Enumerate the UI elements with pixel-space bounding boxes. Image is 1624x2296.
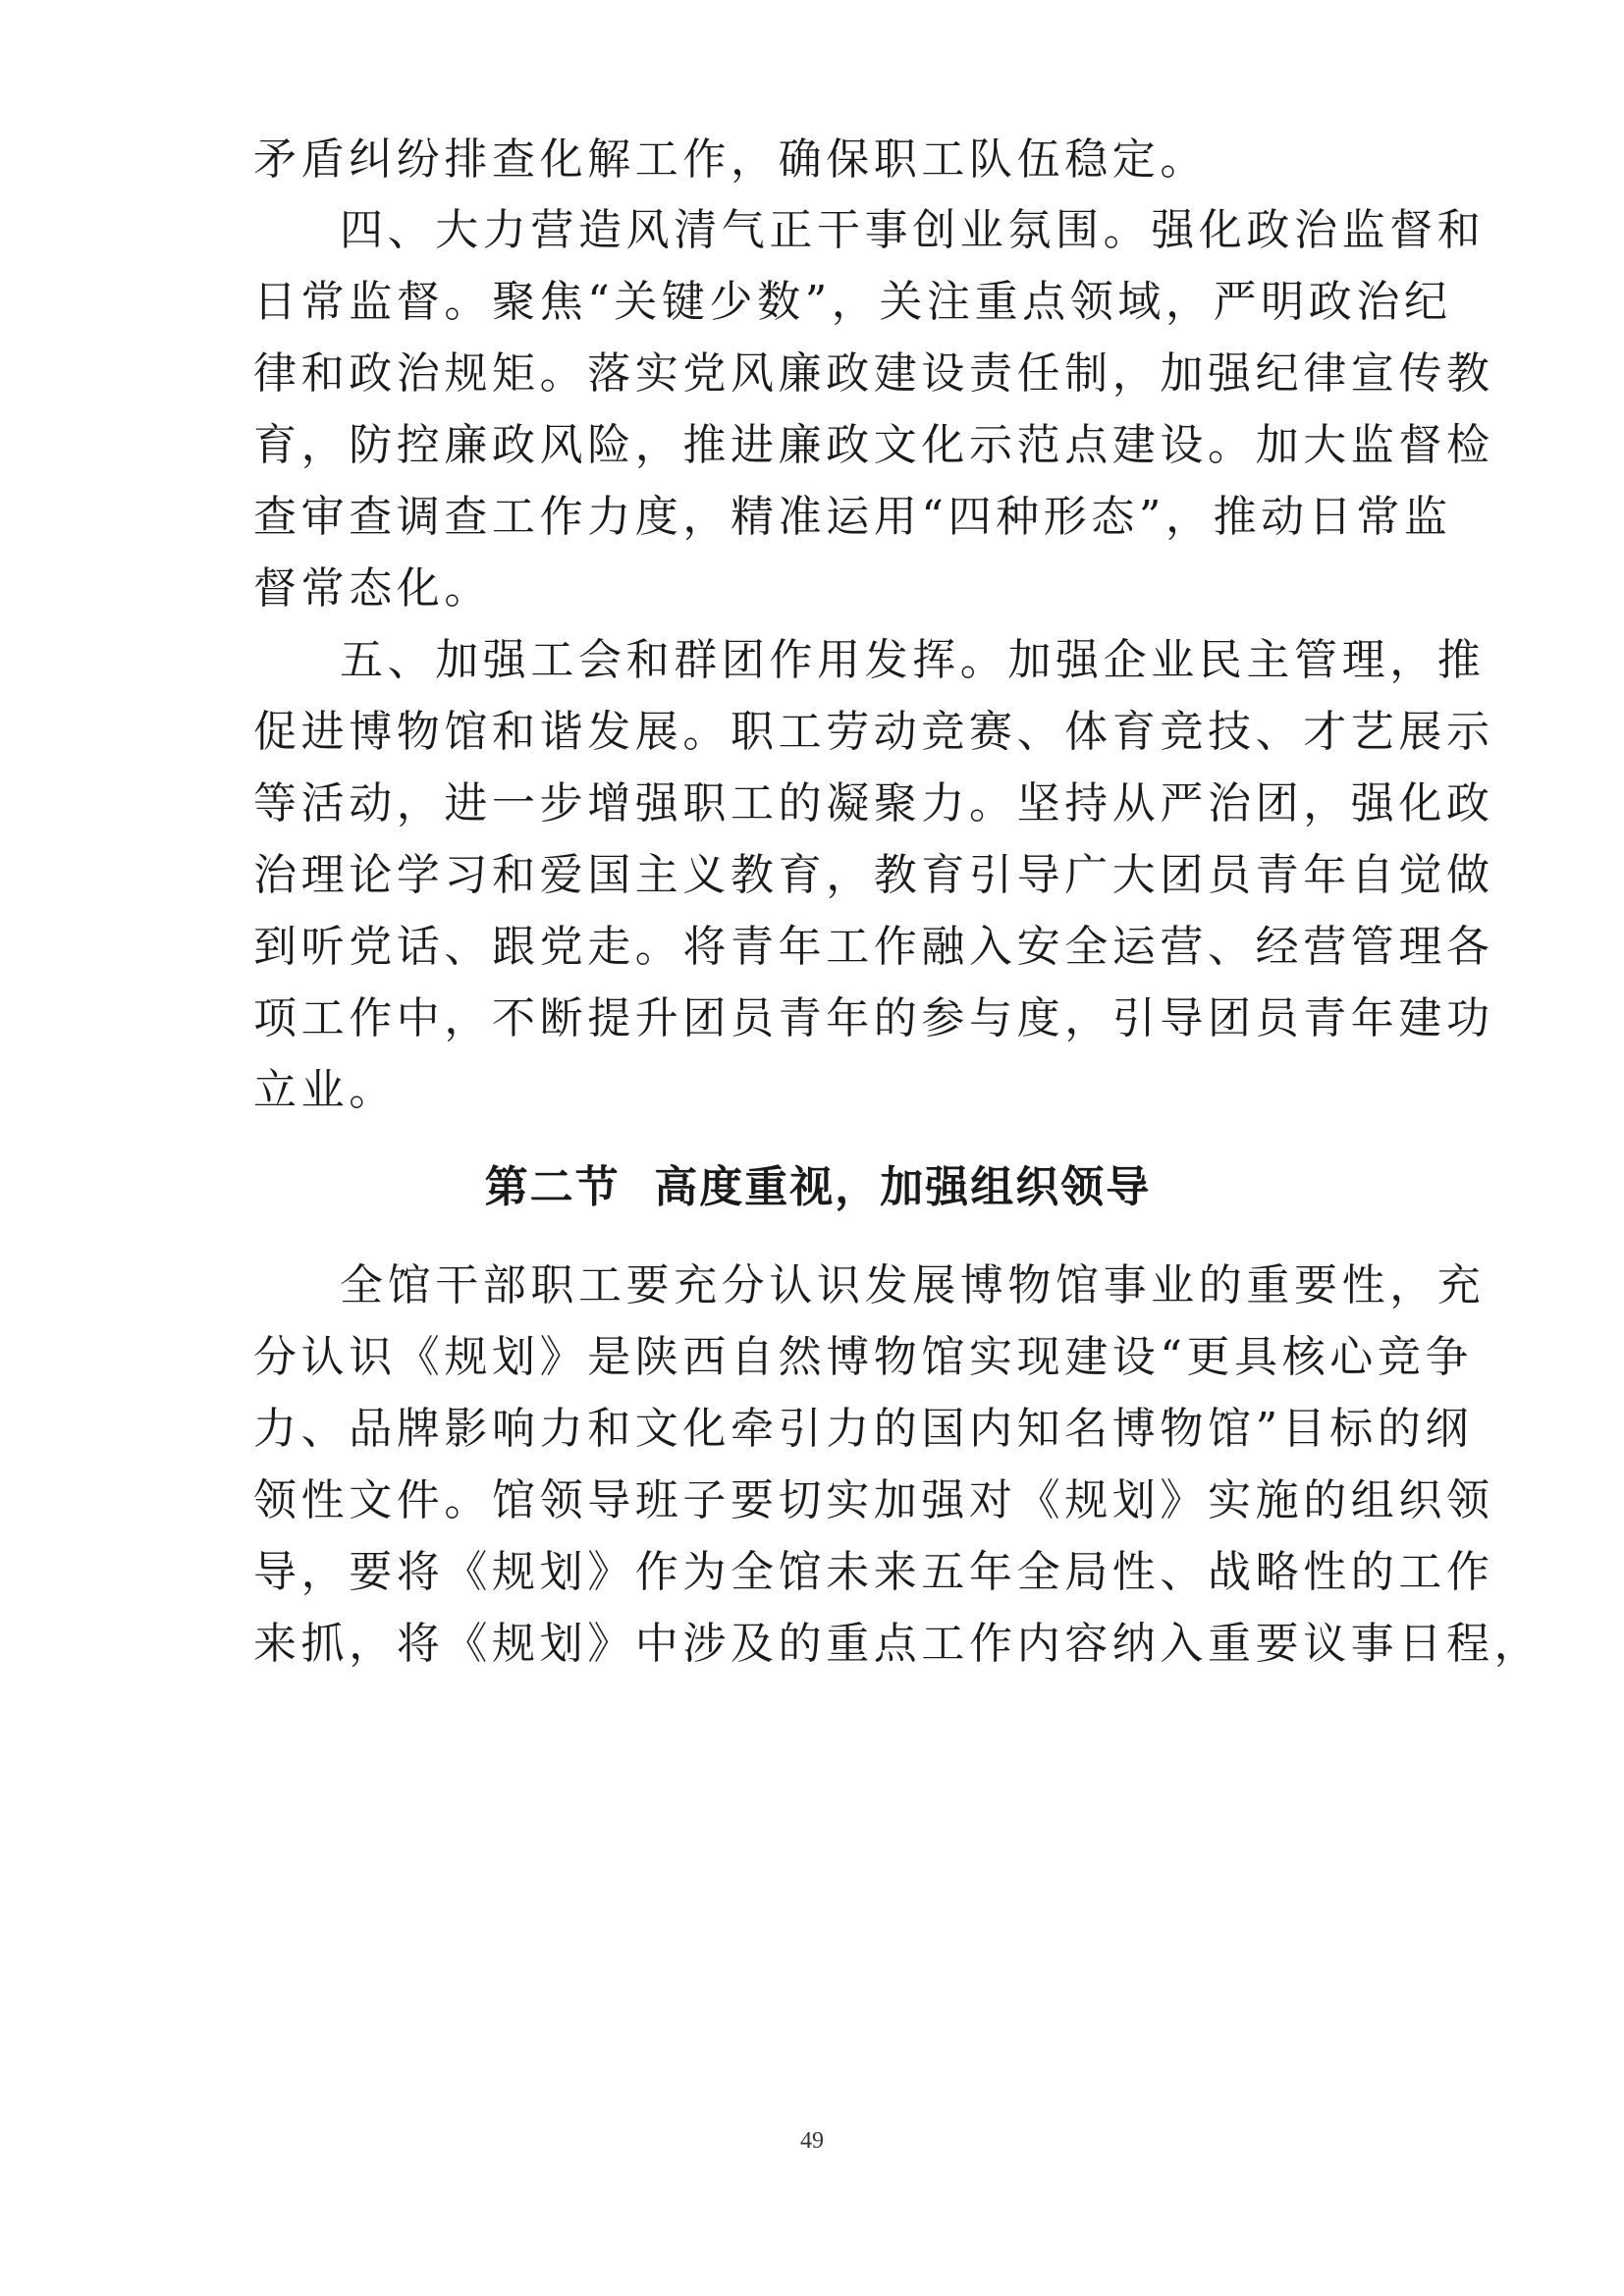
paragraph-4-line-3: 力、品牌影响力和文化牵引力的国内知名博物馆”目标的纲: [253, 1404, 1474, 1454]
paragraph-4-line-6: 来抓，将《规划》中涉及的重点工作内容纳入重要议事日程，: [253, 1619, 1543, 1669]
paragraph-4-line-5: 导，要将《规划》作为全馆未来五年全局性、战略性的工作: [253, 1547, 1494, 1597]
paragraph-2-line-5: 查审查调查工作力度，精准运用“四种形态”，推动日常监: [253, 492, 1452, 542]
paragraph-2-line-2: 日常监督。聚焦“关键少数”，关注重点领域，严明政治纪: [253, 277, 1452, 327]
page-number: 49: [800, 2128, 824, 2154]
paragraph-2-line-6: 督常态化。: [253, 563, 492, 614]
paragraph-3-line-6: 项工作中，不断提升团员青年的参与度，引导团员青年建功: [253, 993, 1494, 1043]
paragraph-2-line-3: 律和政治规矩。落实党风廉政建设责任制，加强纪律宣传教: [253, 348, 1494, 399]
paragraph-1-line-1: 矛盾纠纷排查化解工作，确保职工队伍稳定。: [253, 134, 1208, 185]
paragraph-2-line-1: 四、大力营造风清气正干事创业氛围。强化政治监督和: [340, 205, 1486, 255]
paragraph-3-line-2: 促进博物馆和谐发展。职工劳动竞赛、体育竞技、才艺展示: [253, 707, 1494, 757]
section-heading: 第二节 高度重视，加强组织领导: [484, 1162, 1152, 1212]
paragraph-3-line-7: 立业。: [253, 1065, 397, 1115]
paragraph-2-line-4: 育，防控廉政风险，推进廉政文化示范点建设。加大监督检: [253, 420, 1494, 470]
paragraph-4-line-1: 全馆干部职工要充分认识发展博物馆事业的重要性，充: [340, 1260, 1486, 1310]
paragraph-3-line-3: 等活动，进一步增强职工的凝聚力。坚持从严治团，强化政: [253, 778, 1494, 828]
paragraph-4-line-4: 领性文件。馆领导班子要切实加强对《规划》实施的组织领: [253, 1475, 1494, 1525]
paragraph-4-line-2: 分认识《规划》是陕西自然博物馆实现建设“更具核心竞争: [253, 1332, 1474, 1382]
paragraph-3-line-4: 治理论学习和爱国主义教育，教育引导广大团员青年自觉做: [253, 850, 1494, 900]
paragraph-3-line-5: 到听党话、跟党走。将青年工作融入安全运营、经营管理各: [253, 922, 1494, 972]
paragraph-3-line-1: 五、加强工会和群团作用发挥。加强企业民主管理，推: [340, 635, 1486, 685]
